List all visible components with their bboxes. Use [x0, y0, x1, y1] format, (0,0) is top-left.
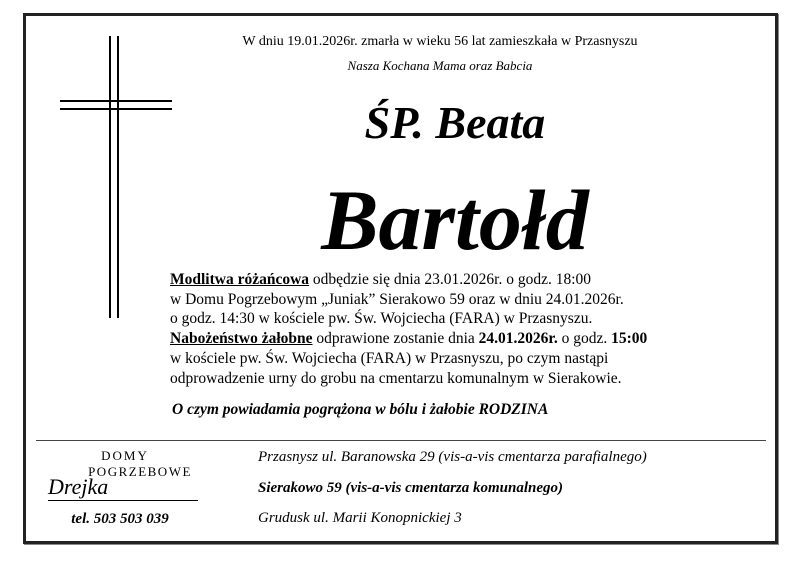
funeral-home-logo: [40, 448, 200, 528]
logo-brand: Drejka: [48, 474, 198, 501]
rosary-label: Modlitwa różańcowa: [170, 271, 310, 288]
ceremony-details: [170, 270, 647, 388]
body-line: odprowadzenie urny do grobu na cmentarzu komunalnym w Sierakowie.: [170, 369, 622, 387]
closing-line: O czym powiadamia pogrążona w bólu i żałobie RODZINA: [172, 401, 549, 418]
death-announcement: W dniu 19.01.2026r. zmarła w wieku 56 lat zamieszkała w Przasnyszu: [242, 34, 638, 49]
mass-time: 15:00: [611, 330, 648, 348]
logo-line: POGRZEBOWE: [88, 464, 192, 479]
body-line: w kościele pw. Św. Wojciecha (FARA) w Przasnyszu, po czym nastąpi: [170, 349, 609, 367]
address-sierakowo: Sierakowo 59 (vis-a-vis cmentarza komunalnego): [258, 480, 564, 496]
mass-text: o godz.: [557, 330, 612, 348]
mass-label: Nabożeństwo żałobne: [170, 330, 313, 348]
mass-date: 24.01.2026r.: [478, 330, 558, 348]
address-grudusk: Grudusk ul. Marii Konopnickiej 3: [258, 510, 462, 526]
mass-text: odprawione zostanie dnia: [312, 330, 479, 348]
logo-line: DOMY: [101, 448, 149, 463]
deceased-surname: Bartołd: [321, 172, 589, 268]
phone-number: tel. 503 503 039: [71, 511, 169, 527]
divider: [36, 440, 766, 441]
address-przasnysz: Przasnysz ul. Baranowska 29 (vis-a-vis cmentarza parafialnego): [258, 449, 647, 465]
body-line: o godz. 14:30 w kościele pw. Św. Wojciecha (FARA) w Przasnyszu.: [170, 310, 593, 328]
body-line: w Domu Pogrzebowym „Juniak” Sierakowo 59 oraz w dniu 24.01.2026r.: [170, 290, 624, 308]
rosary-text: odbędzie się dnia 23.01.2026r. o godz. 18:00: [309, 271, 592, 288]
deceased-first-name: ŚP. Beata: [364, 97, 546, 148]
relation-line: Nasza Kochana Mama oraz Babcia: [347, 58, 533, 73]
